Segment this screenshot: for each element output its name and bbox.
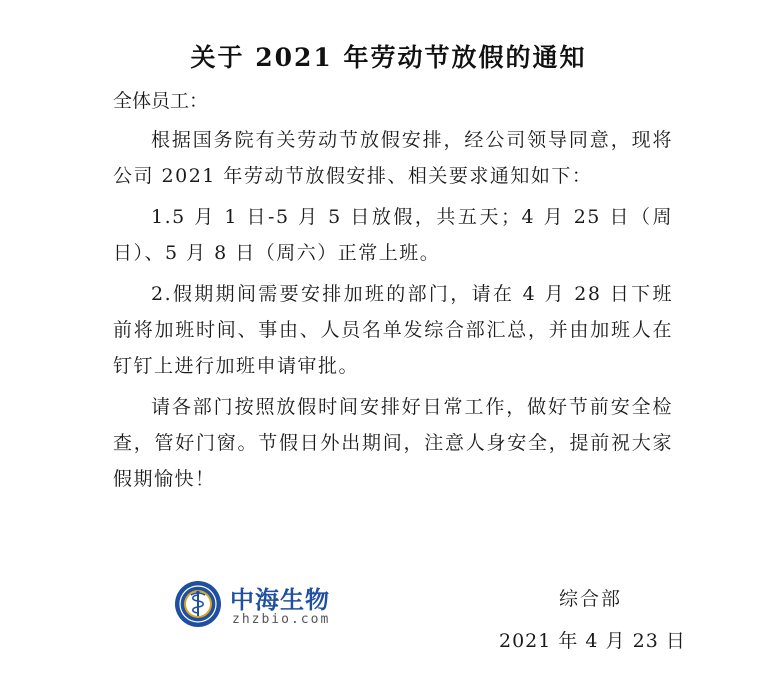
paragraph-closing: 请各部门按照放假时间安排好日常工作，做好节前安全检查，管好门窗。节假日外出期间，注意人身安全，提前祝大家假期愉快！ [113, 396, 673, 490]
paragraph-item-2: 2.假期期间需要安排加班的部门，请在 4 月 28 日下班前将加班时间、事由、人员名单发综合部汇总，并由加班人在钉钉上进行加班申请审批。 [113, 283, 673, 377]
greeting: 全体员工： [113, 90, 209, 112]
caduceus-emblem-icon [174, 580, 222, 628]
logo-domain: zhzbio.com [232, 612, 331, 627]
logo-company-name: 中海生物 [230, 586, 330, 614]
signature-date: 2021 年 4 月 23 日 [499, 630, 686, 652]
company-logo [174, 578, 354, 638]
signature-department: 综合部 [559, 588, 623, 610]
paragraph-intro: 根据国务院有关劳动节放假安排，经公司领导同意，现将公司 2021 年劳动节放假安排、相关要求通知如下： [113, 129, 673, 187]
paragraph-item-1: 1.5 月 1 日-5 月 5 日放假，共五天；4 月 25 日（周日）、5 月 8 日（周六）正常上班。 [113, 206, 673, 264]
notice-body [113, 122, 673, 502]
notice-title: 关于 2021 年劳动节放假的通知 [190, 43, 587, 72]
